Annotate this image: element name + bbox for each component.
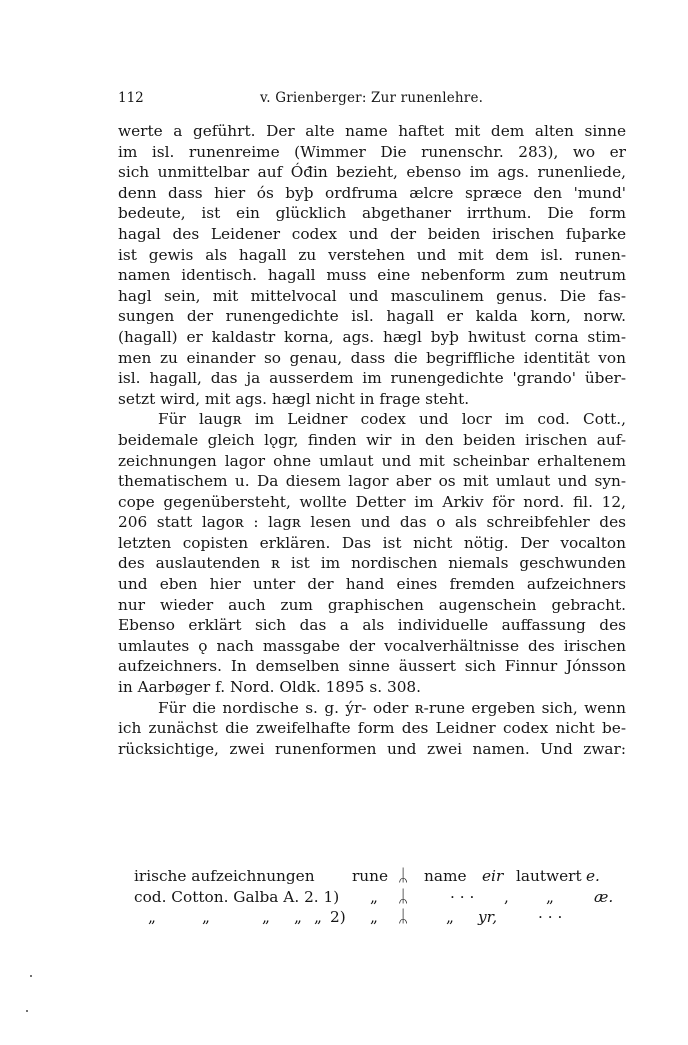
text-line: bedeute, ist ein glücklich abgethaner irrthum. Die form bbox=[118, 204, 626, 223]
text-line: nur wieder auch zum graphischen augenschein gebracht. bbox=[118, 595, 626, 614]
text-line: rücksichtige, zwei runenformen und zwei namen. Und zwar: bbox=[118, 739, 626, 758]
ditto-mark: „ bbox=[294, 908, 302, 927]
ditto-mark: „ bbox=[148, 908, 156, 927]
text-line: werte a geführt. Der alte name haftet mit dem alten sinne bbox=[118, 122, 626, 140]
table-row bbox=[118, 907, 626, 928]
ditto-mark: „ bbox=[370, 908, 378, 927]
print-speck bbox=[30, 975, 32, 977]
lautwert-label: lautwert bbox=[516, 867, 582, 885]
rune-name: eir bbox=[482, 867, 504, 885]
ditto-mark: „ bbox=[202, 908, 210, 927]
running-header bbox=[118, 90, 626, 112]
text-line: des auslautenden ʀ ist im nordischen niemals geschwunden bbox=[118, 554, 626, 573]
rune-label: rune bbox=[352, 867, 389, 885]
lautwert-value: æ. bbox=[594, 887, 614, 906]
text-line: sungen der runengedichte isl. hagall er kalda korn, norw. bbox=[118, 307, 626, 326]
name-label: name bbox=[424, 867, 467, 885]
rune-glyph: ᛦ bbox=[398, 866, 409, 886]
paragraph-3 bbox=[118, 698, 626, 760]
text-line: letzten copisten erklären. Das ist nicht nötig. Der vocalton bbox=[118, 533, 626, 552]
text-line: isl. hagall, das ja ausserdem im runengedichte 'grando' über- bbox=[118, 369, 626, 388]
text-line: zeichnungen lagor ohne umlaut und mit scheinbar erhaltenem bbox=[118, 451, 626, 470]
text-line: setzt wird, mit ags. hægl nicht in frage steht. bbox=[118, 389, 470, 408]
text-line: aufzeichners. In demselben sinne äussert sich Finnur Jónsson bbox=[118, 657, 626, 676]
print-speck bbox=[26, 1010, 28, 1012]
text-line: Ebenso erklärt sich das a als individuelle auffassung des bbox=[118, 616, 626, 635]
text-line: umlautes ǫ nach massgabe der vocalverhältnisse des irischen bbox=[118, 636, 626, 655]
rune-glyph: ᛦ bbox=[398, 886, 409, 907]
paragraph-2 bbox=[118, 409, 626, 697]
source-label: irische aufzeichnungen bbox=[134, 867, 315, 885]
footnote-number: 2) bbox=[330, 908, 346, 927]
ditto-mark: „ bbox=[446, 908, 454, 927]
table-row bbox=[118, 866, 626, 887]
rune-table bbox=[118, 866, 626, 928]
table-row bbox=[118, 887, 626, 908]
text-line: ist gewis als hagall zu verstehen und mit dem isl. runen- bbox=[118, 245, 626, 264]
source-label: cod. Cotton. Galba A. 2. 1) bbox=[134, 887, 340, 906]
ditto-mark: „ bbox=[314, 908, 322, 927]
ditto-mark: „ bbox=[370, 887, 378, 906]
page-number: 112 bbox=[118, 90, 144, 106]
text-line: hagal des Leidener codex und der beiden irischen fuþarke bbox=[118, 224, 626, 243]
text-line: Für die nordische s. g. ýr- oder ʀ-rune ergeben sich, wenn bbox=[158, 698, 626, 717]
text-line: 206 statt lagoʀ : lagʀ lesen und das o als schreibfehler des bbox=[118, 513, 626, 532]
text-line: im isl. runenreime (Wimmer Die runenschr. 283), wo er bbox=[118, 142, 626, 161]
text-line: ich zunächst die zweifelhafte form des Leidner codex nicht be- bbox=[118, 719, 626, 738]
lautwert-value: e. bbox=[586, 867, 600, 885]
ellipsis: · · · bbox=[538, 908, 563, 927]
paragraph-1 bbox=[118, 121, 626, 409]
text-line: denn dass hier ós byþ ordfruma ælcre spræce den 'mund' bbox=[118, 183, 626, 202]
text-line: Für laugʀ im Leidner codex und locr im cod. Cott., bbox=[158, 410, 626, 429]
text-line: beidemale gleich lǫgr, finden wir in den beiden irischen auf- bbox=[118, 430, 626, 449]
running-title: v. Grienberger: Zur runenlehre. bbox=[260, 90, 484, 106]
ditto-mark: „ bbox=[262, 908, 270, 927]
text-line: namen identisch. hagall muss eine nebenform zum neutrum bbox=[118, 266, 626, 285]
text-line: (hagall) er kaldastr korna, ags. hægl byþ hwitust corna stim- bbox=[118, 327, 626, 346]
text-line: thematischem u. Da diesem lagor aber os mit umlaut und syn- bbox=[118, 472, 626, 491]
text-line: men zu einander so genau, dass die begriffliche identität von bbox=[118, 348, 626, 367]
ditto-mark: „ bbox=[546, 887, 554, 906]
text-line: und eben hier unter der hand eines fremden aufzeichners bbox=[118, 575, 626, 594]
text-line: in Aarbøger f. Nord. Oldk. 1895 s. 308. bbox=[118, 678, 422, 697]
text-line: cope gegenübersteht, wollte Detter im Arkiv för nord. fil. 12, bbox=[118, 492, 626, 511]
text-line: hagl sein, mit mittelvocal und masculinem genus. Die fas- bbox=[118, 286, 626, 305]
comma: , bbox=[504, 887, 509, 906]
ellipsis: · · · bbox=[450, 887, 475, 906]
body-text bbox=[118, 121, 626, 928]
text-line: sich unmittelbar auf Óđin bezieht, ebenso im ags. runenliede, bbox=[118, 163, 626, 182]
rune-name: yr, bbox=[478, 908, 498, 927]
rune-glyph: ᛦ bbox=[398, 907, 409, 928]
